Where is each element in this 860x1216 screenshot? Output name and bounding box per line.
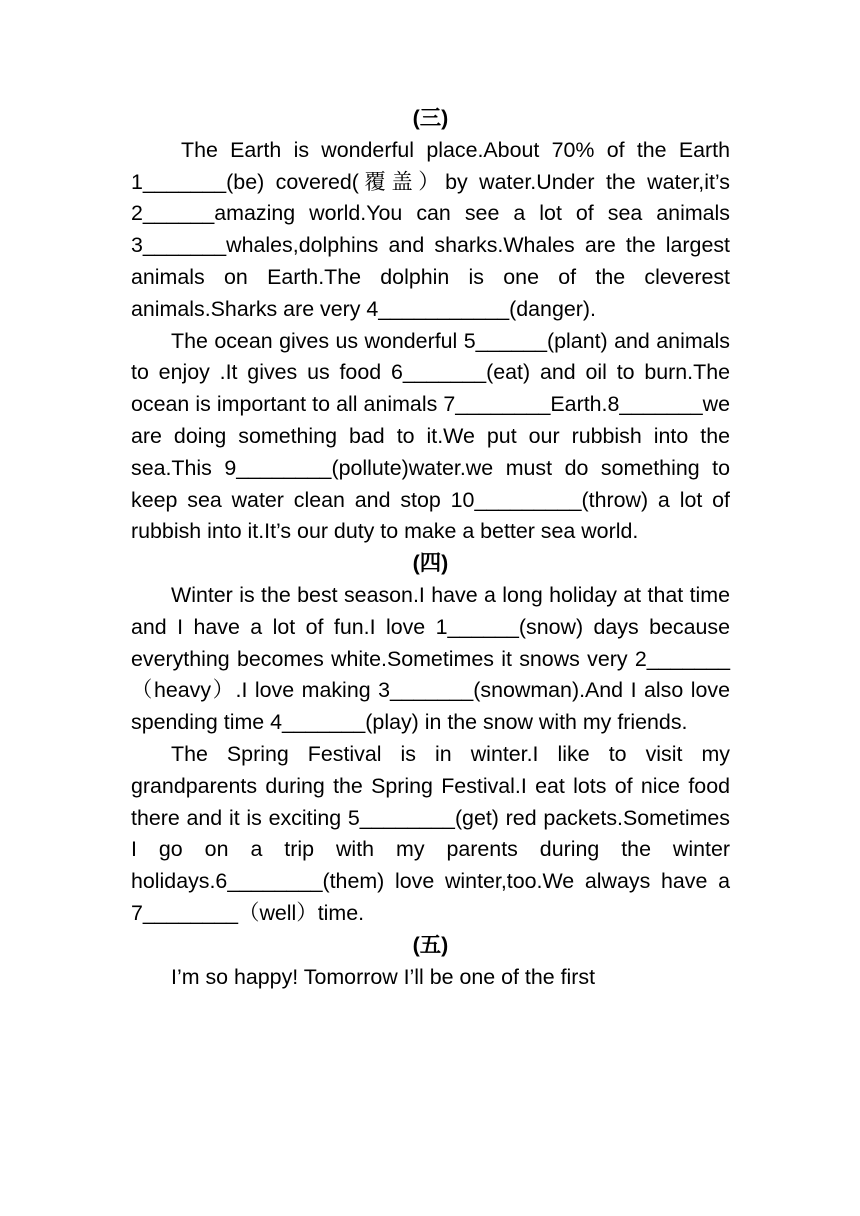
- paragraph: Winter is the best season.I have a long holiday at that time and I have a lot of fun.I love 1______(snow) days because everything becomes white.Sometimes it snows very 2_______（heavy）.I love making 3_______(snowman).And I also love spending time 4_______(play) in the snow with my friends.: [131, 582, 730, 735]
- paragraph: I’m so happy! Tomorrow I’ll be one of the first: [171, 964, 596, 989]
- section-title: (三): [412, 106, 449, 130]
- document-page: [131, 103, 730, 993]
- section-title: (四): [412, 551, 449, 576]
- section-4: [131, 548, 730, 930]
- paragraph: The Spring Festival is in winter.I like to visit my grandparents during the Spring Festival.I eat lots of nice food there and it is exciting 5________(get) red packets.Sometimes I go on a trip with my parents during the winter holidays.6________(them) love winter,too.We always have a 7________（well）time.: [131, 741, 730, 925]
- paragraph: The Earth is wonderful place.About 70% of the Earth 1_______(be) covered(覆盖）by water.Under the water,it’s 2______amazing world.You can see a lot of sea animals 3_______whales,dolphins and sharks.Whales are the largest animals on Earth.The dolphin is one of the cleverest animals.Sharks are very 4___________(danger).: [131, 137, 730, 321]
- section-5: [131, 930, 730, 994]
- section-title: (五): [412, 932, 449, 957]
- section-3: [131, 103, 730, 548]
- paragraph: The ocean gives us wonderful 5______(plant) and animals to enjoy .It gives us food 6_______(eat) and oil to burn.The ocean is important to all animals 7________Earth.8_______we are doing something bad to it.We put our rubbish into the sea.This 9________(pollute)water.we must do something to keep sea water clean and stop 10_________(throw) a lot of rubbish into it.It’s our duty to make a better sea world.: [131, 328, 730, 544]
